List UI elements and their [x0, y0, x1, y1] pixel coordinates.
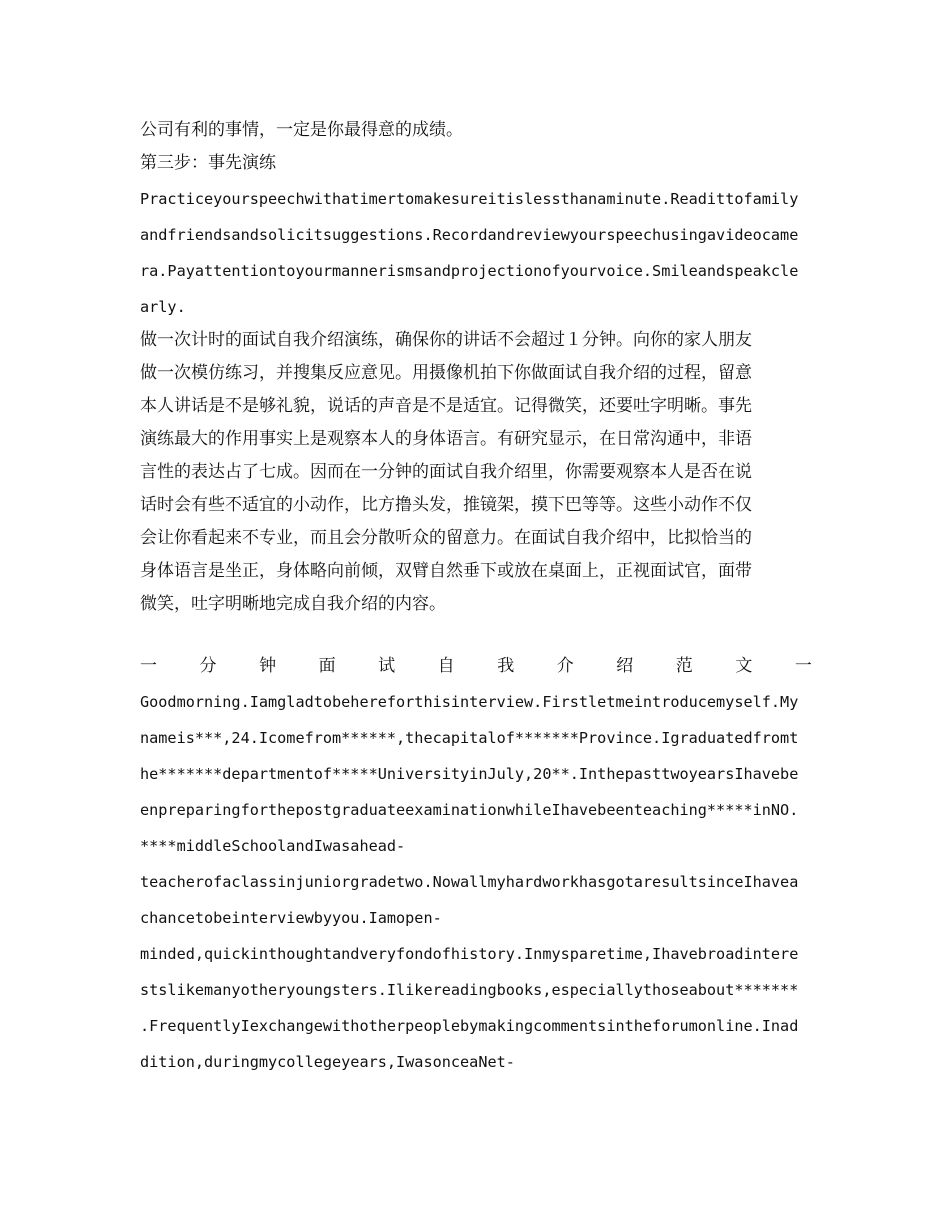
heading-char: 我 [497, 656, 515, 676]
text-line: teacherofaclassinjuniorgradetwo.NowallmyhardworkhasgotaresultsinceIhavea [140, 873, 799, 891]
text-line: minded,quickinthoughtandveryfondofhistory.Inmysparetime,Ihavebroadintere [140, 945, 799, 963]
section-heading [140, 656, 812, 676]
heading-char: 钟 [259, 656, 277, 676]
heading-char: 面 [318, 656, 336, 676]
heading-char: 试 [378, 656, 396, 676]
text-line: dition,duringmycollegeyears,IwasonceaNet- [140, 1053, 515, 1071]
text-line: arly. [140, 298, 186, 316]
text-line: 微笑，吐字明晰地完成自我介绍的内容。 [140, 594, 446, 614]
heading-char: 绍 [616, 656, 634, 676]
text-line: ra.Payattentiontoyourmannerismsandprojectionofyourvoice.Smileandspeakcle [140, 262, 799, 280]
heading-char: 范 [675, 656, 693, 676]
text-line: 做一次计时的面试自我介绍演练，确保你的讲话不会超过１分钟。向你的家人朋友 [140, 330, 752, 350]
text-line: Practiceyourspeechwithatimertomakesureitislessthanaminute.Readittofamily [140, 190, 799, 208]
heading-char: 一 [140, 656, 157, 676]
text-line: 本人讲话是不是够礼貌，说话的声音是不是适宜。记得微笑，还要吐字明晰。事先 [140, 396, 752, 416]
text-line: he*******departmentof*****UniversityinJuly,20**.InthepasttwoyearsIhavebe [140, 765, 799, 783]
text-line: 话时会有些不适宜的小动作，比方撸头发，推镜架，摸下巴等等。这些小动作不仅 [140, 495, 752, 515]
text-line: Goodmorning.Iamgladtobehereforthisinterview.Firstletmeintroducemyself.My [140, 693, 799, 711]
text-line: enpreparingforthepostgraduateexaminationwhileIhavebeenteaching*****inNO. [140, 801, 799, 819]
text-line: nameis***,24.Icomefrom******,thecapitalof*******Province.Igraduatedfromt [140, 729, 799, 747]
text-line: chancetobeinterviewbyyou.Iamopen- [140, 909, 442, 927]
text-line: 做一次模仿练习，并搜集反应意见。用摄像机拍下你做面试自我介绍的过程，留意 [140, 363, 752, 383]
text-line: andfriendsandsolicitsuggestions.Recordandreviewyourspeechusingavideocame [140, 226, 799, 244]
heading-char: 介 [556, 656, 574, 676]
text-line: .FrequentlyIexchangewithotherpeoplebymakingcommentsintheforumonline.Inad [140, 1017, 799, 1035]
heading-char: 文 [735, 656, 753, 676]
text-line: 言性的表达占了七成。因而在一分钟的面试自我介绍里，你需要观察本人是否在说 [140, 462, 752, 482]
heading-char: 分 [199, 656, 217, 676]
text-line: 公司有利的事情，一定是你最得意的成绩。 [140, 120, 463, 140]
heading-char: 一 [794, 656, 812, 676]
text-line: 身体语言是坐正，身体略向前倾，双臂自然垂下或放在桌面上，正视面试官，面带 [140, 561, 752, 581]
text-line: 演练最大的作用事实上是观察本人的身体语言。有研究显示，在日常沟通中，非语 [140, 429, 752, 449]
text-line: stslikemanyotheryoungsters.Ilikereadingbooks,especiallythoseabout******* [140, 981, 799, 999]
step-heading: 第三步：事先演练 [140, 153, 276, 173]
text-line: ****middleSchoolandIwasahead- [140, 837, 406, 855]
heading-char: 自 [437, 656, 455, 676]
text-line: 会让你看起来不专业，而且会分散听众的留意力。在面试自我介绍中，比拟恰当的 [140, 528, 752, 548]
